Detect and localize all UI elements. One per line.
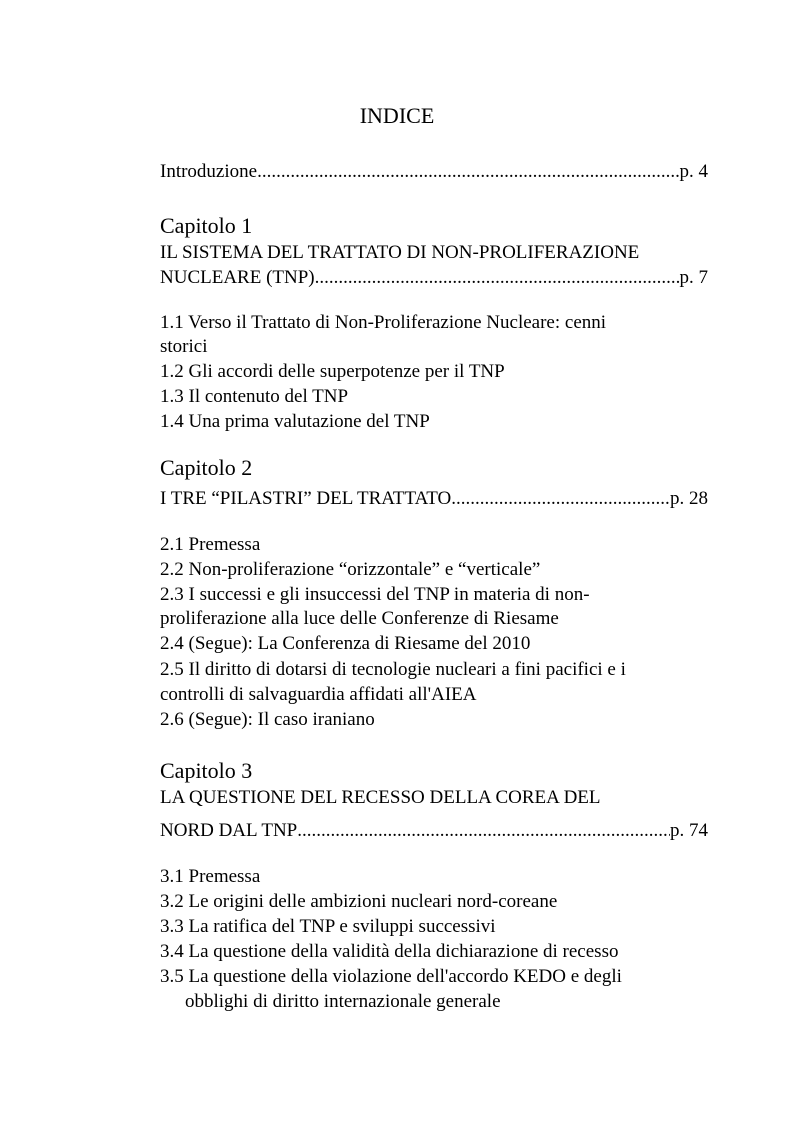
toc-entry-chapter-2[interactable] (160, 487, 708, 511)
section-item[interactable]: 3.2 Le origini delle ambizioni nucleari nord-coreane (160, 891, 558, 912)
dot-leader (451, 487, 670, 511)
section-item[interactable]: 3.1 Premessa (160, 866, 261, 887)
section-item: storici (160, 336, 208, 357)
toc-page-number: p. 74 (670, 820, 708, 841)
toc-page-number: p. 4 (679, 161, 708, 182)
toc-entry-label: Introduzione (160, 161, 258, 182)
dot-leader (297, 819, 670, 843)
section-item[interactable]: 2.3 I successi e gli insuccessi del TNP in materia di non- (160, 584, 590, 605)
section-item[interactable]: 2.1 Premessa (160, 534, 261, 555)
section-item[interactable]: 2.2 Non-proliferazione “orizzontale” e “verticale” (160, 559, 541, 580)
section-item[interactable]: 1.3 Il contenuto del TNP (160, 386, 349, 407)
toc-entry-intro[interactable] (160, 160, 708, 184)
section-item[interactable]: 1.1 Verso il Trattato di Non-Proliferazione Nucleare: cenni (160, 312, 607, 333)
section-item[interactable]: 1.2 Gli accordi delle superpotenze per il TNP (160, 361, 505, 382)
toc-entry-chapter-1[interactable] (160, 266, 708, 290)
section-item[interactable]: 3.4 La questione della validità della dichiarazione di recesso (160, 941, 619, 962)
chapter-heading: Capitolo 3 (160, 758, 253, 783)
section-item: proliferazione alla luce delle Conferenze di Riesame (160, 608, 559, 629)
chapter-title: LA QUESTIONE DEL RECESSO DELLA COREA DEL (160, 787, 601, 808)
section-item[interactable]: 2.6 (Segue): Il caso iraniano (160, 709, 375, 730)
chapter-heading: Capitolo 1 (160, 213, 253, 238)
chapter-heading: Capitolo 2 (160, 455, 253, 480)
section-item[interactable]: 3.5 La questione della violazione dell'accordo KEDO e degli (160, 966, 622, 987)
page-title: INDICE (359, 103, 435, 128)
section-item[interactable]: 3.3 La ratifica del TNP e sviluppi successivi (160, 916, 496, 937)
chapter-title: NUCLEARE (TNP) (160, 267, 315, 288)
section-item[interactable]: 2.4 (Segue): La Conferenza di Riesame del 2010 (160, 633, 531, 654)
section-item: obblighi di diritto internazionale generale (185, 991, 501, 1012)
toc-entry-chapter-3[interactable] (160, 819, 708, 843)
section-item: controlli di salvaguardia affidati all'AIEA (160, 684, 477, 705)
chapter-title: NORD DAL TNP (160, 820, 298, 841)
section-item[interactable]: 2.5 Il diritto di dotarsi di tecnologie nucleari a fini pacifici e i (160, 659, 626, 680)
chapter-title: I TRE “PILASTRI” DEL TRATTATO (160, 488, 452, 509)
toc-page-number: p. 7 (679, 267, 708, 288)
dot-leader (315, 266, 680, 290)
section-item[interactable]: 1.4 Una prima valutazione del TNP (160, 411, 430, 432)
dot-leader (257, 160, 679, 184)
chapter-title: IL SISTEMA DEL TRATTATO DI NON-PROLIFERAZIONE (160, 242, 640, 263)
toc-page-number: p. 28 (670, 488, 708, 509)
